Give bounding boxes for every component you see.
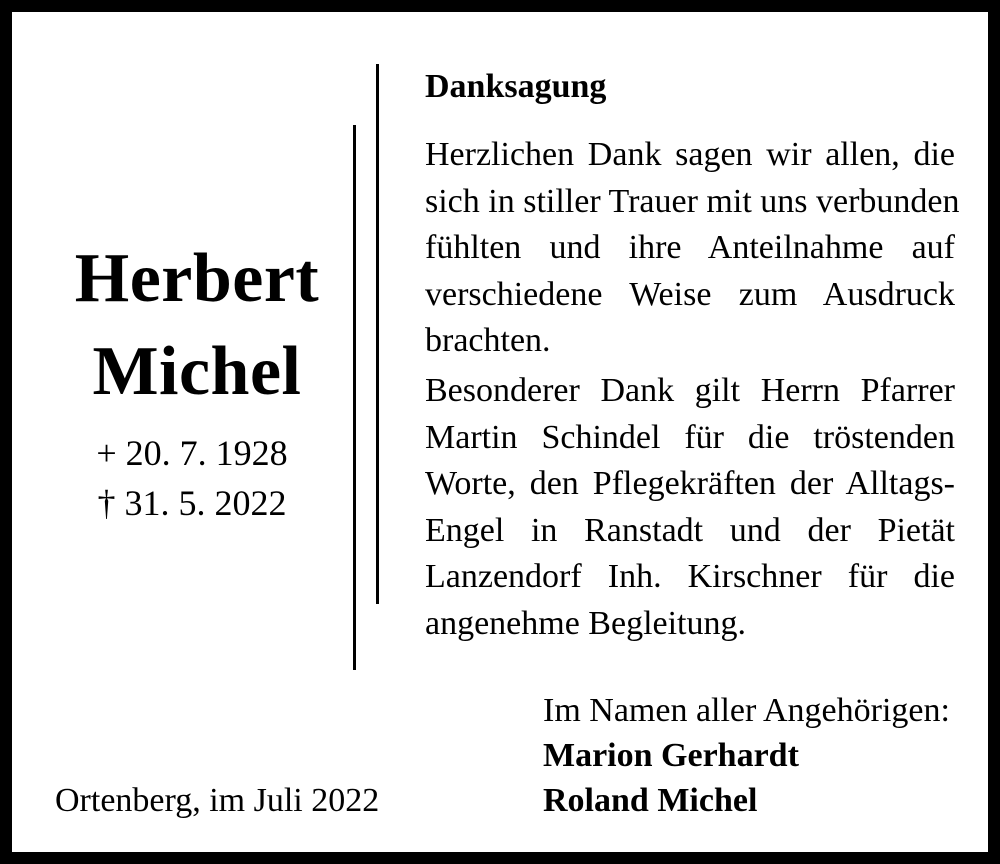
deceased-first-name: Herbert — [74, 240, 320, 317]
paragraph-line: Worte, den Pflegekräften der Alltags- — [425, 465, 955, 502]
paragraph-line: Besonderer Dank gilt Herrn Pfarrer — [425, 372, 955, 409]
paragraph-line: Engel in Ranstadt und der Pietät — [425, 511, 955, 549]
signature-intro: Im Namen aller Angehörigen: — [543, 692, 950, 729]
paragraph-line: fühlten und ihre Anteilnahme auf — [425, 229, 955, 266]
birth-date: + 20. 7. 1928 — [96, 433, 288, 473]
paragraph-line: verschiedene Weise zum Ausdruck — [425, 275, 955, 313]
right-divider-line — [376, 64, 379, 604]
thanks-paragraph-1 — [425, 132, 960, 365]
paragraph-line: Lanzendorf Inh. Kirschner für die — [425, 558, 955, 595]
signature-name-1: Marion Gerhardt — [543, 737, 799, 774]
notice-heading: Danksagung — [425, 68, 607, 105]
deceased-last-name: Michel — [92, 333, 302, 410]
paragraph-line: angenehme Begleitung. — [425, 604, 747, 642]
death-date: † 31. 5. 2022 — [97, 483, 287, 523]
paragraph-line: brachten. — [425, 322, 551, 359]
paragraph-line: sich in stiller Trauer mit uns verbunden — [425, 182, 960, 220]
thanks-paragraph-2 — [425, 368, 955, 647]
left-divider-line — [353, 125, 356, 670]
paragraph-line: Martin Schindel für die tröstenden — [425, 418, 955, 456]
place-and-date: Ortenberg, im Juli 2022 — [55, 782, 380, 819]
paragraph-line: Herzlichen Dank sagen wir allen, die — [425, 136, 955, 173]
signature-name-2: Roland Michel — [543, 782, 758, 819]
